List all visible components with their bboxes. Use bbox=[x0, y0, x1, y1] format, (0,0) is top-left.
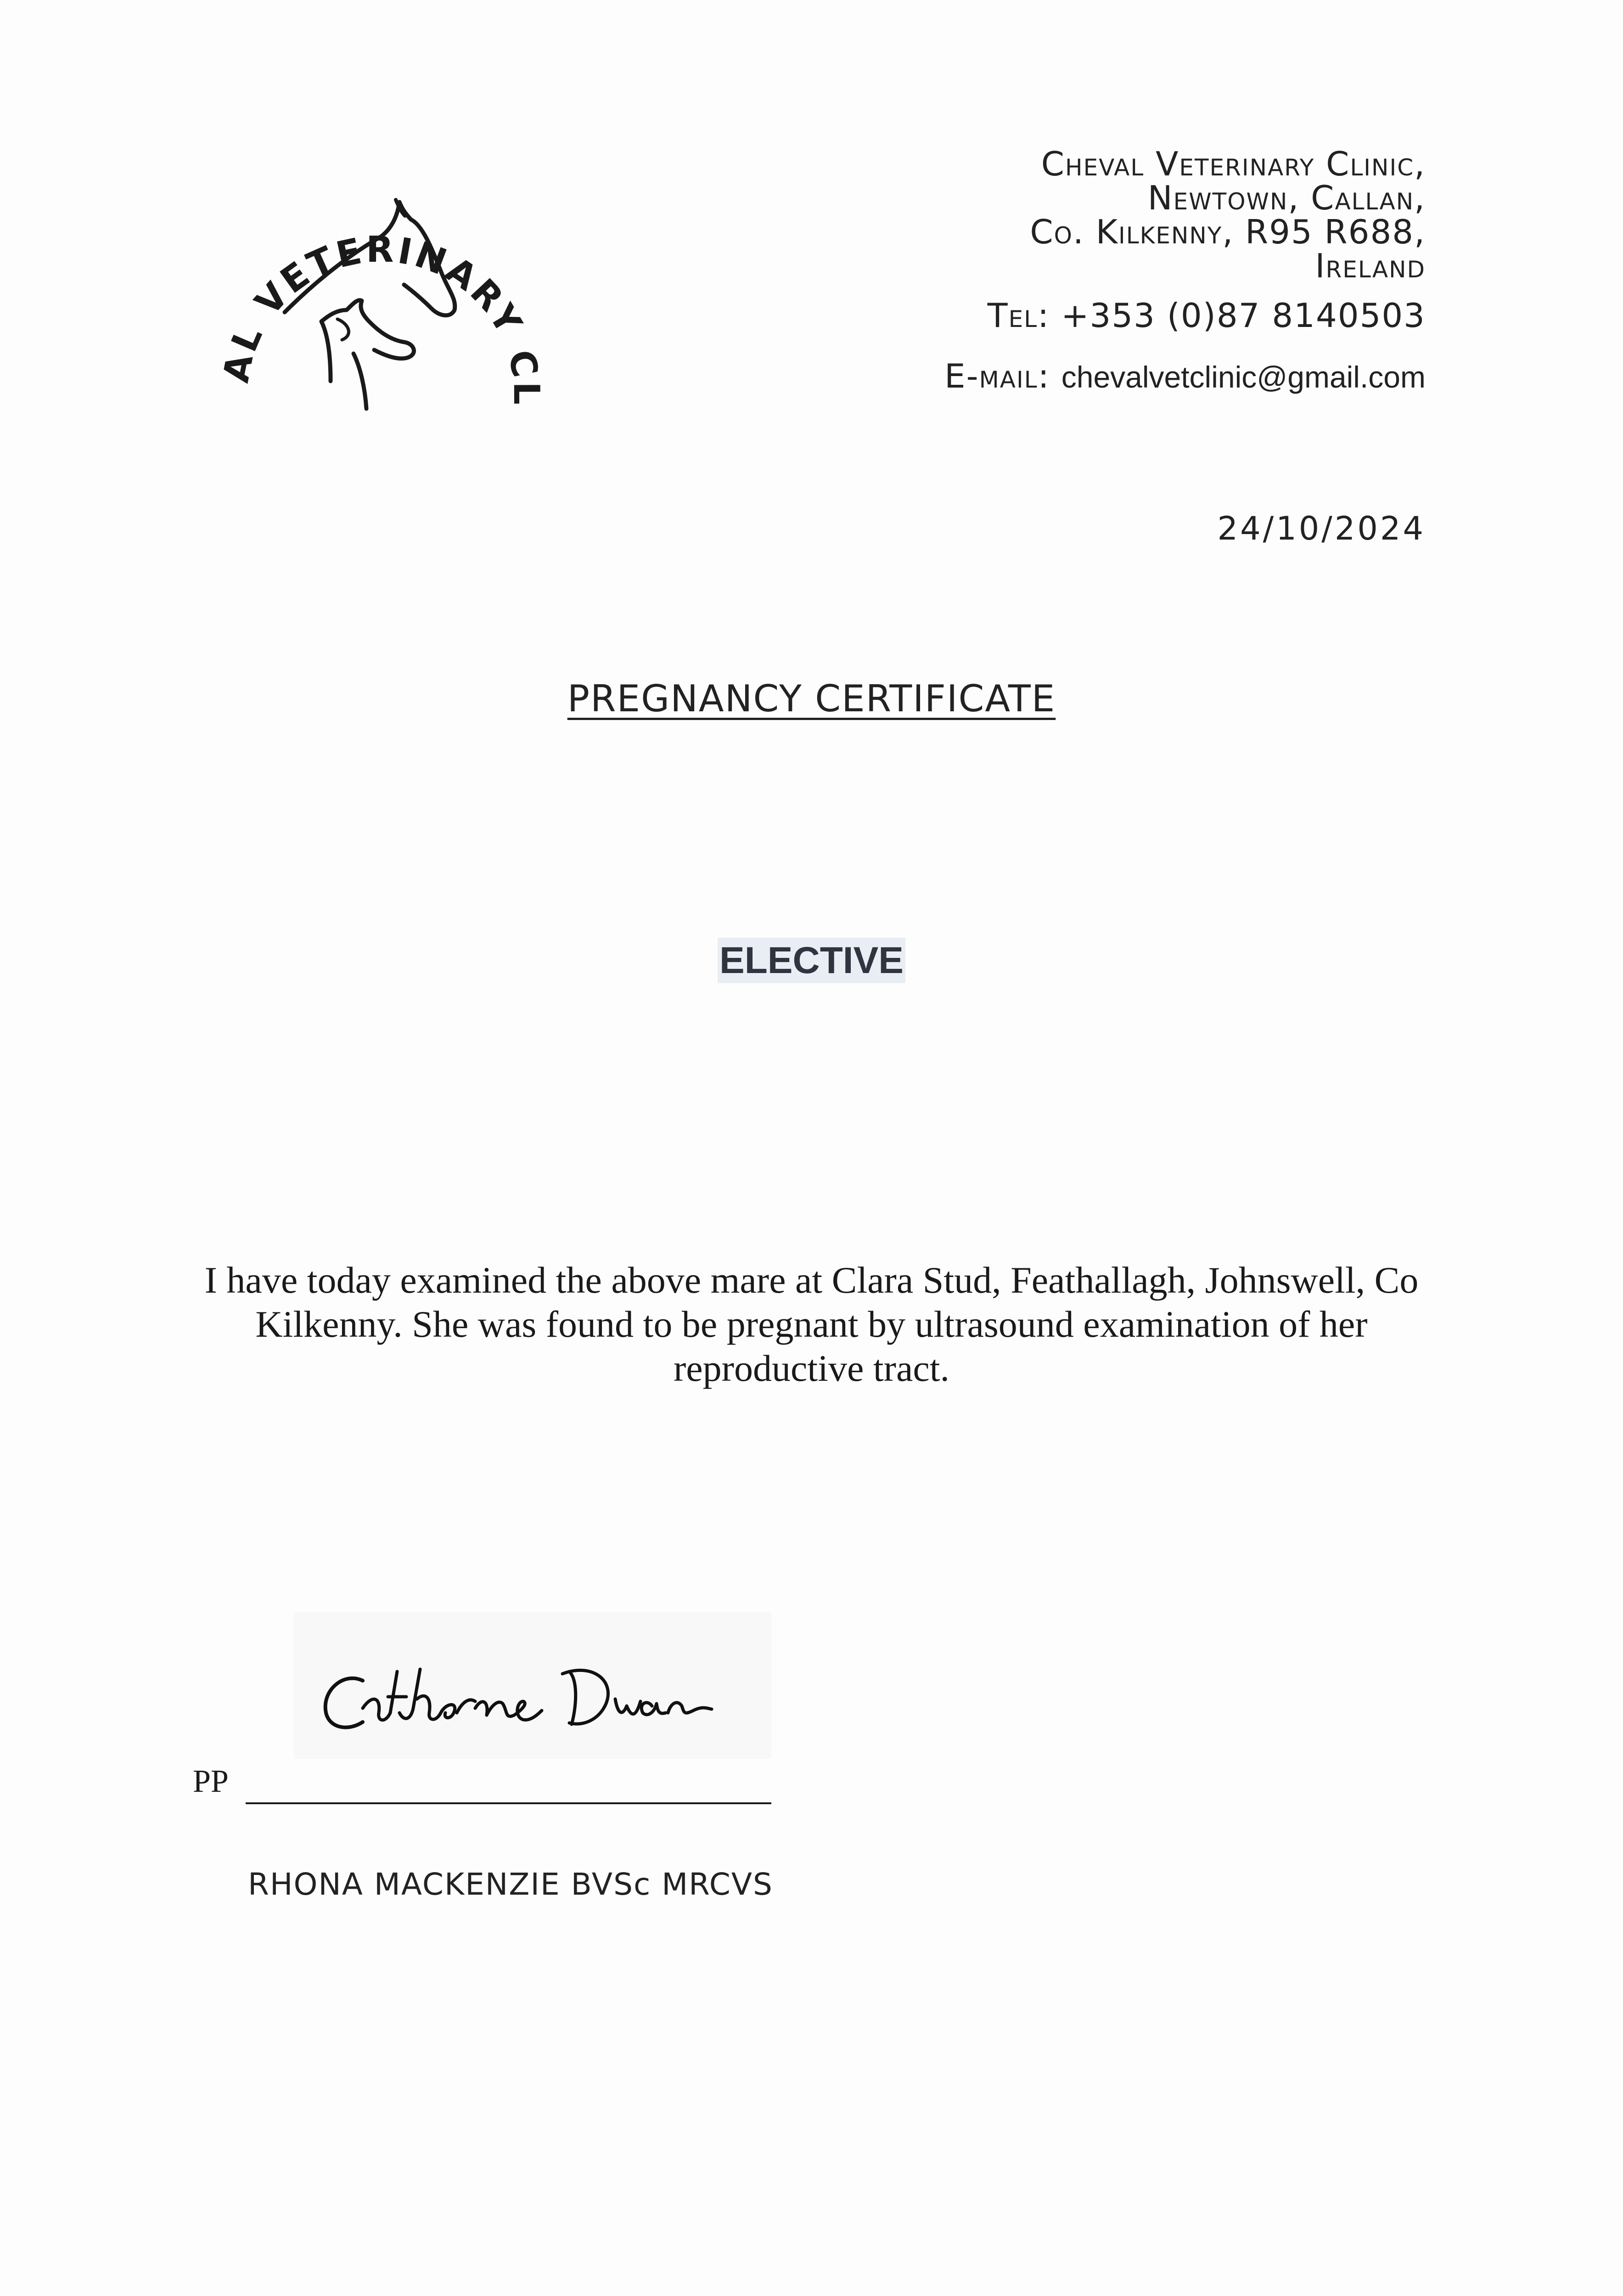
address-line-1: Newtown, Callan, bbox=[1147, 179, 1426, 217]
certificate-statement: I have today examined the above mare at Clara Stud, Feathallagh, Johnswell, Co Kilkenny. She was found to be pregnant by ultrasound examination of her reproductive tract. bbox=[204, 1259, 1419, 1389]
mare-name bbox=[0, 939, 1623, 982]
handwritten-signature bbox=[294, 1603, 771, 1768]
logo-arc-text: AL VETERINARY CL bbox=[216, 229, 546, 408]
mare-name-text: ELECTIVE bbox=[718, 938, 905, 983]
address-line-3: Ireland bbox=[1315, 247, 1426, 285]
address-line-2: Co. Kilkenny, R95 R688, bbox=[1030, 213, 1426, 251]
signature-line bbox=[246, 1802, 771, 1804]
clinic-letterhead bbox=[691, 147, 1426, 394]
signature-image bbox=[294, 1603, 771, 1768]
clinic-logo bbox=[216, 138, 546, 422]
clinic-name: Cheval Veterinary Clinic, bbox=[1041, 145, 1426, 183]
title-text: PREGNANCY CERTIFICATE bbox=[567, 677, 1056, 720]
certificate-date: 24/10/2024 bbox=[1217, 510, 1426, 547]
email-address: chevalvetclinic@gmail.com bbox=[1061, 360, 1426, 394]
email-line bbox=[691, 359, 1426, 394]
signatory-name: RHONA MACKENZIE BVSc MRCVS bbox=[248, 1867, 773, 1902]
email-label: E-mail: bbox=[944, 357, 1050, 395]
svg-text:CHEVAL VETERINARY CLINIC bbox=[216, 138, 546, 407]
horse-and-foal-icon bbox=[216, 138, 546, 422]
telephone: Tel: +353 (0)87 8140503 bbox=[987, 296, 1426, 335]
page-title bbox=[0, 677, 1623, 720]
pp-label: PP bbox=[193, 1764, 229, 1799]
